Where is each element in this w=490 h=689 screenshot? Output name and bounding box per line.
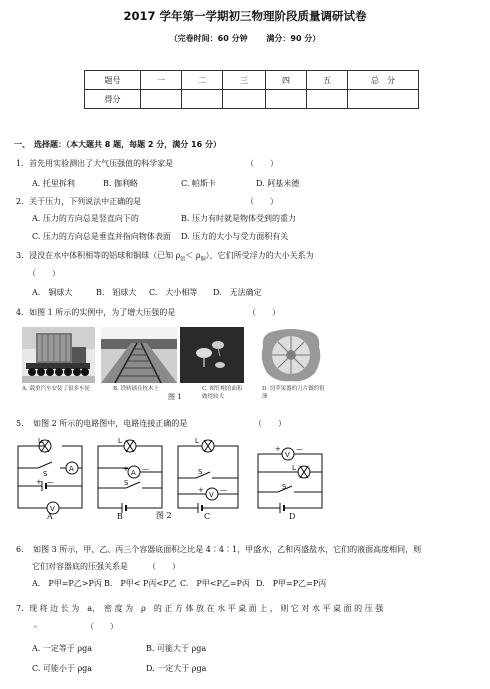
question-3-text: ），它们所受浮力的大小关系为 bbox=[205, 251, 314, 260]
score-table bbox=[84, 70, 419, 109]
exam-time: （完卷时间：60 分钟 bbox=[169, 34, 248, 43]
density-subscript: 铝 bbox=[180, 256, 186, 263]
score-cell: 五 bbox=[307, 71, 348, 90]
answer-paren[interactable]: （ ） bbox=[254, 419, 286, 428]
figure-caption: A. 载重汽车安装了很多车轮 bbox=[22, 386, 90, 392]
meter-plus: + bbox=[198, 486, 204, 494]
question-2-stem: 2．关于压力，下列说法中正确的是 bbox=[16, 197, 142, 206]
ammeter-label: A bbox=[131, 469, 136, 477]
option[interactable]: C. 可能小于 ρga bbox=[32, 664, 93, 673]
battery-minus: — bbox=[47, 478, 54, 486]
score-input-cell[interactable] bbox=[307, 90, 348, 109]
option[interactable]: A. 压力的方向总是竖直向下的 bbox=[32, 214, 139, 223]
question-6-stem-cont: 它们对容器底的压强关系是 bbox=[32, 562, 128, 571]
switch-label: S bbox=[282, 483, 287, 491]
density-subscript: 铜 bbox=[200, 256, 206, 263]
meter-minus: — bbox=[142, 465, 149, 473]
battery-plus: + bbox=[36, 478, 42, 486]
switch-label: S bbox=[198, 468, 203, 476]
ammeter-label: A bbox=[69, 465, 74, 473]
option[interactable]: B. 压力有时就是物体受到的重力 bbox=[181, 214, 296, 223]
figure-1-label: 图 1 bbox=[168, 393, 182, 401]
option[interactable]: B. P甲< P丙<P乙 bbox=[104, 579, 177, 588]
railway-photo bbox=[101, 327, 177, 383]
switch-label: S bbox=[43, 470, 48, 478]
question-3-text: ＜ ρ bbox=[185, 251, 201, 260]
lamp-label: L bbox=[38, 437, 42, 445]
exam-total-score: 满分：90 分） bbox=[266, 34, 321, 43]
lamp-label: L bbox=[195, 437, 199, 445]
question-5-stem: 5． 如图 2 所示的电路图中，电路连接正确的是 bbox=[16, 419, 188, 428]
score-input-cell[interactable] bbox=[223, 90, 266, 109]
option[interactable]: A. 托里拆利 bbox=[32, 179, 75, 188]
score-table-header-row bbox=[85, 71, 419, 90]
score-input-cell[interactable] bbox=[266, 90, 307, 109]
option[interactable]: B. 伽利略 bbox=[103, 179, 138, 188]
answer-paren[interactable]: （ ） bbox=[246, 159, 278, 168]
score-cell: 一 bbox=[141, 71, 182, 90]
option[interactable]: C. 大小相等 bbox=[149, 288, 198, 297]
score-cell: 三 bbox=[223, 71, 266, 90]
question-7-stem: 7．现 将 边 长 为 a， 密 度 为 ρ 的 正 方 体 放 在 水 平 桌 面 上 ， 则 它 对 水 平 桌 面 的 压 强 bbox=[16, 604, 384, 613]
meter-plus: + bbox=[123, 465, 129, 473]
exam-title: 2017 学年第一学期初三物理阶段质量调研试卷 bbox=[123, 9, 367, 23]
question-4-stem: 4．如图 1 所示的实例中，为了增大压强的是 bbox=[16, 308, 176, 317]
score-table-score-row bbox=[85, 90, 419, 109]
figure-caption: D. 切苹果器的刀片做的很薄 bbox=[262, 386, 325, 400]
lamp-label: L bbox=[118, 437, 122, 445]
score-input-cell[interactable] bbox=[182, 90, 223, 109]
question-6-stem: 6． 如图 3 所示，甲、乙、丙三个容器底面积之比是 4∶4∶1，甲盛水，乙和丙盛盐水，它们的液面高度相同，则 bbox=[16, 545, 422, 554]
option[interactable]: D. 压力的大小与受力面积有关 bbox=[181, 232, 289, 241]
option[interactable]: D. 无法确定 bbox=[213, 288, 262, 297]
circuit-label-d: D bbox=[289, 512, 296, 521]
figure-caption: C. 图钉帽的面积做得较大 bbox=[202, 386, 243, 400]
option[interactable]: C. 压力的方向总是垂直并指向物体表面 bbox=[32, 232, 171, 241]
answer-paren[interactable]: （ ） bbox=[28, 269, 60, 278]
score-cell: 总 分 bbox=[348, 71, 419, 90]
option[interactable]: D. 阿基米德 bbox=[256, 179, 300, 188]
answer-paren[interactable]: （ ） bbox=[248, 308, 280, 317]
question-1-stem: 1．首先用实验测出了大气压强值的科学家是 bbox=[16, 159, 174, 168]
option[interactable]: C. 帕斯卡 bbox=[181, 179, 216, 188]
switch-label: S bbox=[124, 479, 129, 487]
option[interactable]: B. 铝球大 bbox=[96, 288, 137, 297]
apple-slicer-photo bbox=[255, 325, 328, 385]
voltmeter-label: V bbox=[50, 505, 55, 513]
meter-plus: + bbox=[275, 445, 281, 453]
score-cell: 得分 bbox=[85, 90, 141, 109]
score-input-cell[interactable] bbox=[348, 90, 419, 109]
option[interactable]: A. 一定等于 ρga bbox=[32, 644, 92, 653]
option[interactable]: A. 铜球大 bbox=[32, 288, 73, 297]
meter-minus: — bbox=[220, 486, 227, 494]
circuit-diagrams bbox=[0, 432, 490, 528]
figure-2-label: 图 2 bbox=[156, 511, 172, 520]
answer-paren[interactable]: （ ） bbox=[86, 622, 118, 631]
exam-subtitle bbox=[0, 33, 490, 44]
option[interactable]: A. P甲=P乙>P丙 bbox=[32, 579, 102, 588]
score-cell: 题号 bbox=[85, 71, 141, 90]
voltmeter-label: V bbox=[209, 491, 214, 499]
score-input-cell[interactable] bbox=[141, 90, 182, 109]
lamp-label: L bbox=[292, 464, 296, 472]
option[interactable]: D. 一定大于 ρga bbox=[146, 664, 207, 673]
circuit-label-c: C bbox=[204, 512, 211, 521]
truck-photo bbox=[22, 327, 95, 383]
answer-paren[interactable]: （ ） bbox=[148, 562, 180, 571]
circuit-label-a: A bbox=[47, 512, 53, 521]
option[interactable]: B. 可能大于 ρga bbox=[146, 644, 207, 653]
circuit-label-b: B bbox=[117, 512, 123, 521]
score-cell: 二 bbox=[182, 71, 223, 90]
question-3-text: 3．浸没在水中体积相等的铝球和铜球（已知 ρ bbox=[16, 251, 181, 260]
meter-minus: — bbox=[296, 445, 303, 453]
section-heading: 一、 选择题：（本大题共 8 题，每题 2 分，满分 16 分） bbox=[14, 140, 221, 149]
question-7-dot: 。 bbox=[34, 620, 42, 629]
voltmeter-label: V bbox=[285, 451, 290, 459]
figure-caption: B. 铁轨铺在枕木上 bbox=[113, 386, 160, 392]
option[interactable]: D. P甲=P乙=P丙 bbox=[256, 579, 327, 588]
question-3-stem bbox=[16, 250, 314, 263]
answer-paren[interactable]: （ ） bbox=[246, 197, 278, 206]
thumbtack-photo bbox=[180, 327, 244, 383]
score-cell: 四 bbox=[266, 71, 307, 90]
option[interactable]: C. P甲<P乙=P丙 bbox=[180, 579, 250, 588]
